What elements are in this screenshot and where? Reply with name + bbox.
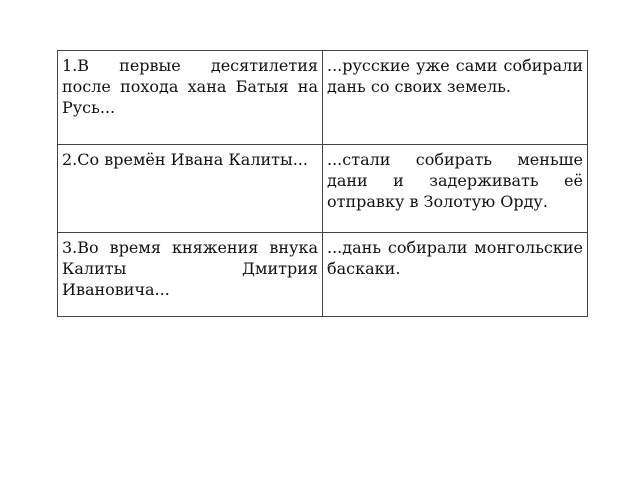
period-cell: 2.Со времён Ивана Калиты... bbox=[58, 145, 323, 233]
event-cell: ...русские уже сами собирали дань со своих земель. bbox=[323, 51, 588, 145]
period-cell: 3.Во время княжения внука Калиты Дмитрия Ивановича... bbox=[58, 233, 323, 317]
table-row bbox=[58, 145, 588, 233]
event-cell: ...стали собирать меньше дани и задерживать её отправку в Золотую Орду. bbox=[323, 145, 588, 233]
table-row bbox=[58, 51, 588, 145]
event-cell: ...дань собирали монгольские баскаки. bbox=[323, 233, 588, 317]
matching-table bbox=[57, 50, 588, 317]
table-row bbox=[58, 233, 588, 317]
period-cell: 1.В первые десятилетия после похода хана Батыя на Русь... bbox=[58, 51, 323, 145]
